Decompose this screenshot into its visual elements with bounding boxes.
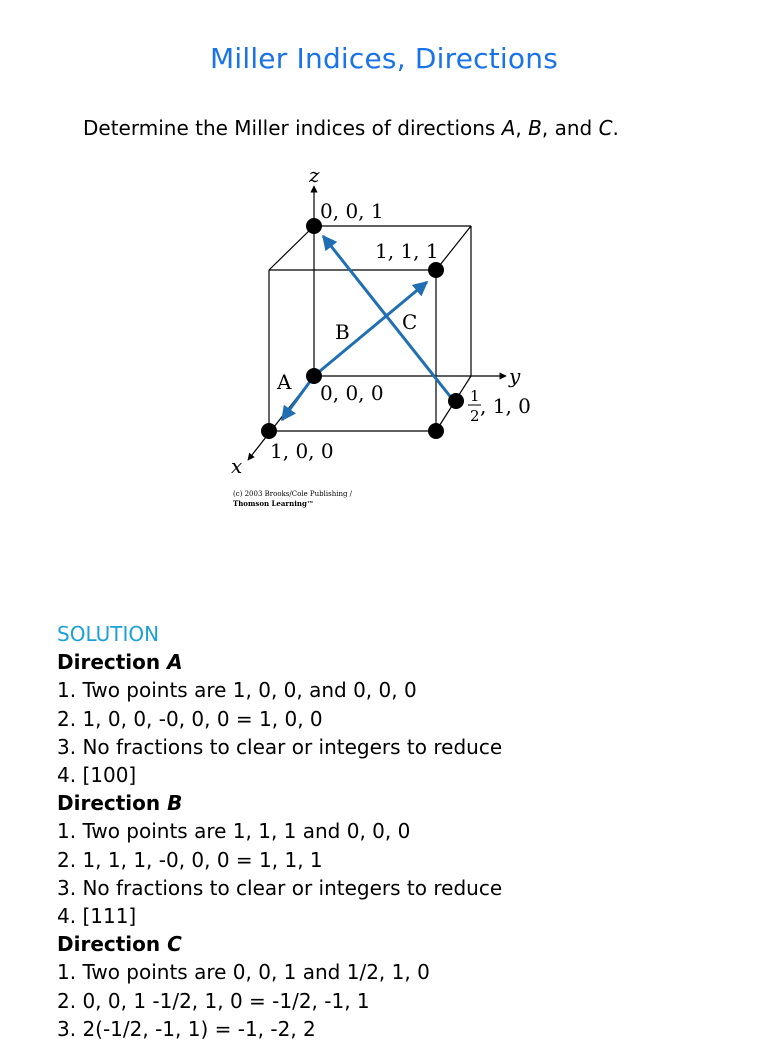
direction-b-heading [57, 789, 757, 817]
step-line: 2. 0, 0, 1 -1/2, 1, 0 = -1/2, -1, 1 [57, 988, 370, 1013]
direction-letter: C [167, 932, 182, 957]
point-100 [261, 423, 277, 439]
x-axis-label: x [231, 454, 243, 478]
direction-a-heading [57, 648, 757, 676]
page-title: Miller Indices, Directions [210, 42, 558, 75]
direction-c-label: C [402, 310, 418, 334]
cube-edge [269, 226, 314, 270]
direction-a-label: A [277, 370, 292, 394]
y-axis-label: y [509, 364, 521, 388]
solution-section [57, 620, 757, 1043]
copyright-line-1: (c) 2003 Brooks/Cole Publishing / [233, 490, 353, 498]
z-axis-label: z [309, 163, 320, 187]
point-111-label: 1, 1, 1 [375, 239, 439, 263]
direction-letter: A [167, 650, 183, 675]
point-half-label: , 1, 0 [480, 394, 531, 418]
step-line: 3. 2(-1/2, -1, 1) = -1, -2, 2 [57, 1016, 316, 1041]
prompt-direction-a: A [501, 116, 516, 140]
direction-letter: B [167, 791, 183, 816]
solution-heading: SOLUTION [57, 622, 160, 646]
step-line: 1. Two points are 1, 0, 0, and 0, 0, 0 [57, 678, 417, 703]
direction-b-label: B [335, 320, 350, 344]
step-line: 1. Two points are 0, 0, 1 and 1/2, 1, 0 [57, 960, 430, 985]
prompt-direction-c: C [598, 116, 613, 140]
problem-prompt [83, 116, 619, 140]
point-001-label: 0, 0, 1 [320, 199, 384, 223]
point-half-denominator: 2 [470, 407, 480, 425]
prompt-period: . [612, 116, 619, 140]
step-line: 1. Two points are 1, 1, 1 and 0, 0, 0 [57, 819, 411, 844]
direction-prefix: Direction [57, 932, 168, 957]
copyright-line-2: Thomson Learning™ [233, 499, 314, 508]
direction-prefix: Direction [57, 791, 168, 816]
prompt-direction-b: B [528, 116, 542, 140]
step-line: 2. 1, 0, 0, -0, 0, 0 = 1, 0, 0 [57, 706, 323, 731]
point-half-numerator: 1 [470, 387, 480, 405]
point-half-10 [448, 393, 464, 409]
unit-cell-diagram [220, 155, 560, 515]
step-line: 3. No fractions to clear or integers to reduce [57, 875, 503, 900]
prompt-separator: , [515, 116, 529, 140]
cube-edge [436, 226, 471, 270]
step-line: 4. [100] [57, 763, 137, 788]
direction-prefix: Direction [57, 650, 168, 675]
point-100-label: 1, 0, 0 [270, 439, 334, 463]
prompt-text: Determine the Miller indices of directions [83, 116, 502, 140]
prompt-separator: , and [541, 116, 599, 140]
step-line: 3. No fractions to clear or integers to reduce [57, 734, 503, 759]
point-111 [428, 262, 444, 278]
point-000-label: 0, 0, 0 [320, 381, 384, 405]
step-line: 4. [111] [57, 904, 137, 929]
point-110 [428, 423, 444, 439]
step-line: 2. 1, 1, 1, -0, 0, 0 = 1, 1, 1 [57, 847, 323, 872]
direction-c-heading [57, 930, 757, 958]
